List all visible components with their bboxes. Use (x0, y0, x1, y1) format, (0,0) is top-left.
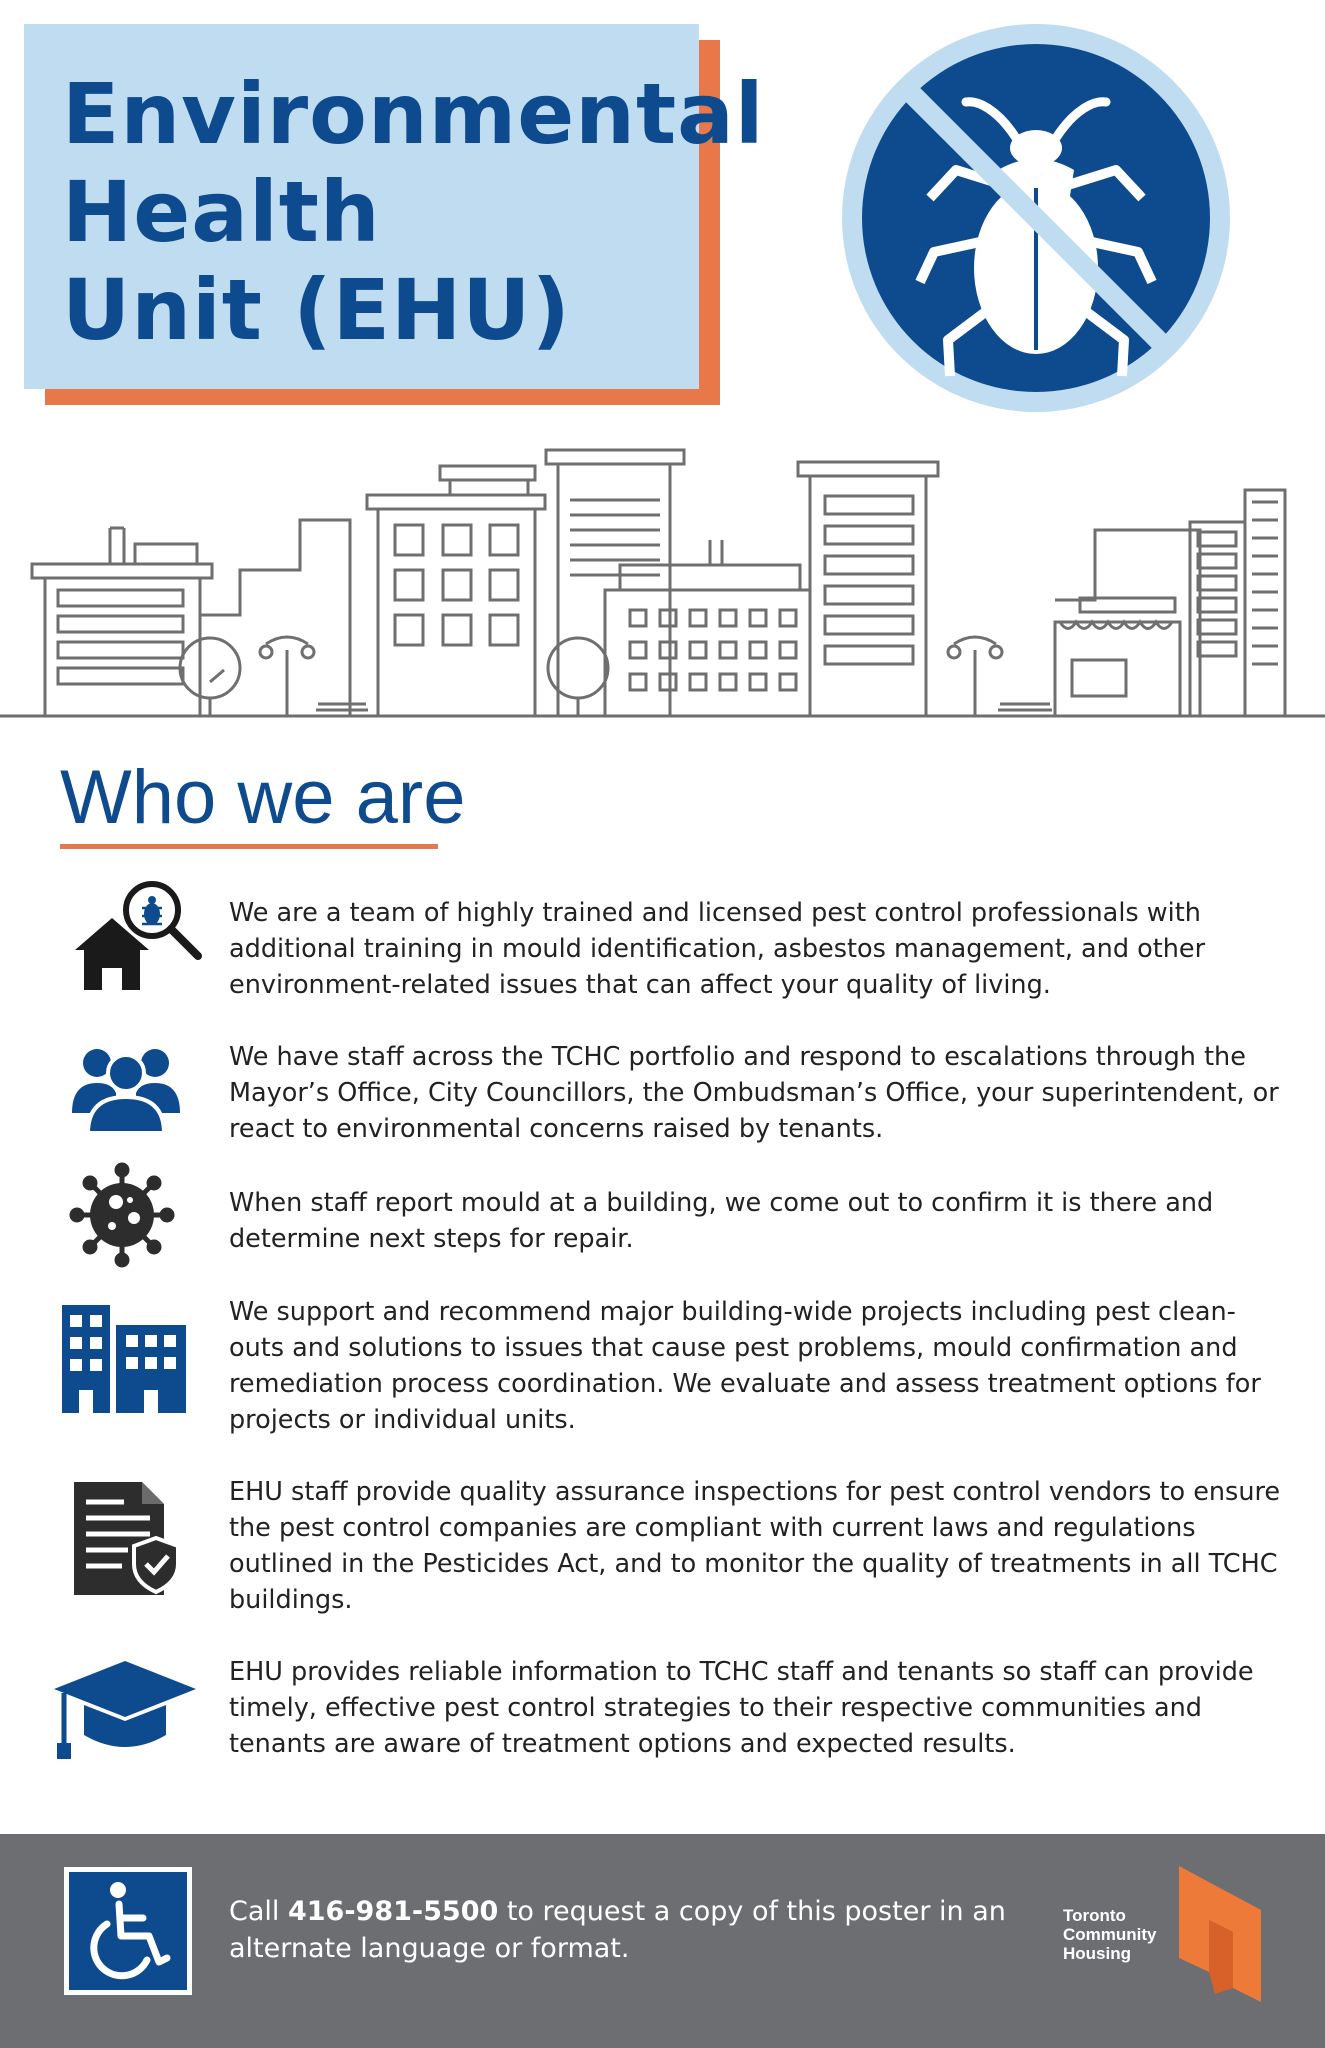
no-bugs-icon (838, 20, 1234, 416)
title-line-1: Environmental (62, 65, 765, 163)
item-3-text: When staff report mould at a building, we come out to confirm it is there and determine next steps for repair. (229, 1188, 1214, 1254)
org-name-line-2: Community (1063, 1925, 1157, 1944)
item-5-text: EHU staff provide quality assurance inspections for pest control vendors to ensure the pest control companies are compliant with current laws and regulations outlined in the Pesticides Act, and to monitor the quality of treatments in all TCHC buildings. (229, 1477, 1281, 1615)
item-2-text: We have staff across the TCHC portfolio and respond to escalations through the Mayor’s Office, City Councillors, the Ombudsman’s Office, your superintendent, or react to environmental concerns raised by tenants. (229, 1042, 1279, 1144)
item-4-text: We support and recommend major building-wide projects including pest clean-outs and solutions to issues that cause pest problems, mould confirmation and remediation process coordination. We evaluate and assess treatment options for projects or individual units. (229, 1297, 1261, 1435)
document-shield-icon (72, 1480, 222, 1610)
section-title-underline (60, 844, 438, 849)
section-title: Who we are (60, 755, 466, 840)
org-name-line-3: Housing (1063, 1944, 1131, 1963)
org-name-line-1: Toronto (1063, 1906, 1126, 1925)
tchc-logo-icon (1175, 1862, 1265, 2007)
buildings-icon (62, 1300, 212, 1430)
footer-call-suffix: to request a copy of this poster in an alternate language or format. (229, 1896, 1006, 1964)
title-line-2: Health (62, 163, 381, 261)
city-skyline-illustration (0, 430, 1325, 730)
mould-spore-icon (68, 1160, 218, 1290)
house-search-bug-icon (70, 880, 220, 1010)
item-1-text: We are a team of highly trained and licensed pest control professionals with additional training in mould identification, asbestos management, and other environment-related issues that can affect your quality of living. (229, 898, 1206, 1000)
footer-call-text (229, 1893, 1019, 1967)
footer-phone-number[interactable]: 416-981-5500 (287, 1896, 499, 1927)
org-name (1063, 1906, 1173, 1963)
item-6-text: EHU provides reliable information to TCHC staff and tenants so staff can provide timely, effective pest control strategies to their respective communities and tenants are aware of treatment options and expected results. (229, 1657, 1254, 1759)
graduation-cap-icon (50, 1655, 200, 1785)
wheelchair-icon (63, 1866, 193, 1996)
title-line-3: Unit (EHU) (62, 261, 571, 359)
people-group-icon (64, 1035, 214, 1165)
footer-call-prefix: Call (229, 1896, 288, 1927)
